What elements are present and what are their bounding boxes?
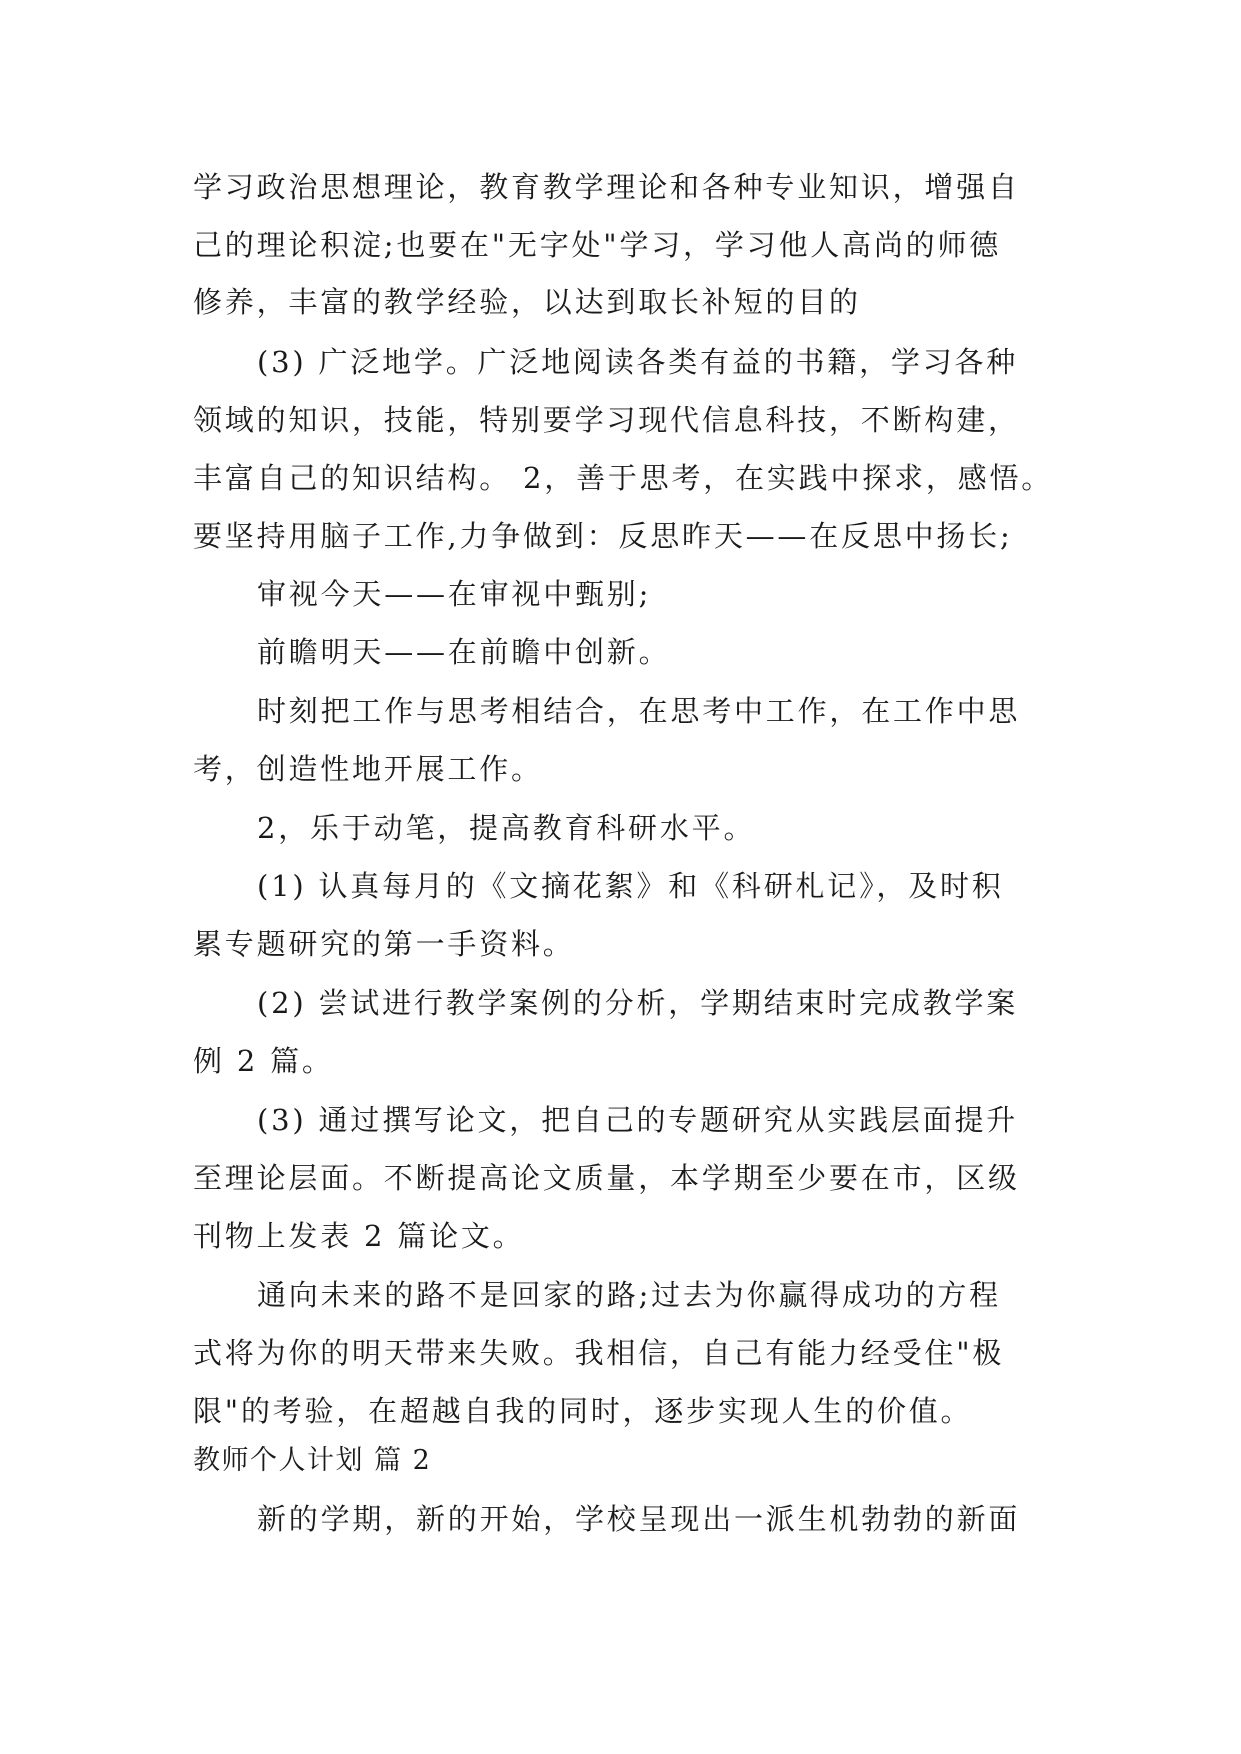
- text-line: 新的学期，新的开始，学校呈现出一派生机勃勃的新面: [257, 1502, 1021, 1536]
- text-line: 学习政治思想理论，教育教学理论和各种专业知识，增强自: [193, 170, 1020, 204]
- text-line: 领域的知识，技能，特别要学习现代信息科技，不断构建，: [193, 403, 1020, 437]
- text-line: 式将为你的明天带来失败。我相信，自己有能力经受住"极: [193, 1336, 1005, 1370]
- text-line: 考，创造性地开展工作。: [193, 752, 543, 786]
- text-line: (1) 认真每月的《文摘花絮》和《科研札记》，及时积: [257, 869, 1004, 903]
- text-line: (3) 通过撰写论文，把自己的专题研究从实践层面提升: [257, 1103, 1019, 1137]
- text-line: 审视今天——在审视中甄别;: [257, 577, 652, 611]
- text-line: 修养，丰富的教学经验，以达到取长补短的目的: [193, 285, 861, 319]
- text-line: 要坚持用脑子工作,力争做到：反思昨天——在反思中扬长;: [193, 519, 1013, 553]
- text-line: 前瞻明天——在前瞻中创新。: [257, 635, 671, 669]
- text-line: (2) 尝试进行教学案例的分析，学期结束时完成教学案: [257, 986, 1019, 1020]
- text-line: 刊物上发表 2 篇论文。: [193, 1219, 525, 1253]
- text-line: 通向未来的路不是回家的路;过去为你赢得成功的方程: [257, 1278, 1001, 1312]
- section-heading: 教师个人计划 篇 2: [193, 1445, 432, 1476]
- text-line: 时刻把工作与思考相结合，在思考中工作，在工作中思: [257, 694, 1021, 728]
- text-line: 累专题研究的第一手资料。: [193, 927, 575, 961]
- text-line: (3) 广泛地学。广泛地阅读各类有益的书籍，学习各种: [257, 345, 1019, 379]
- text-line: 限"的考验，在超越自我的同时，逐步实现人生的价值。: [193, 1394, 973, 1428]
- text-line: 2，乐于动笔，提高教育科研水平。: [257, 811, 756, 845]
- text-line: 己的理论积淀;也要在"无字处"学习，学习他人高尚的师德: [193, 228, 1002, 262]
- text-line: 例 2 篇。: [193, 1044, 334, 1078]
- text-line: 至理论层面。不断提高论文质量，本学期至少要在市，区级: [193, 1161, 1020, 1195]
- text-line: 丰富自己的知识结构。 2，善于思考，在实践中探求，感悟。: [193, 461, 1054, 495]
